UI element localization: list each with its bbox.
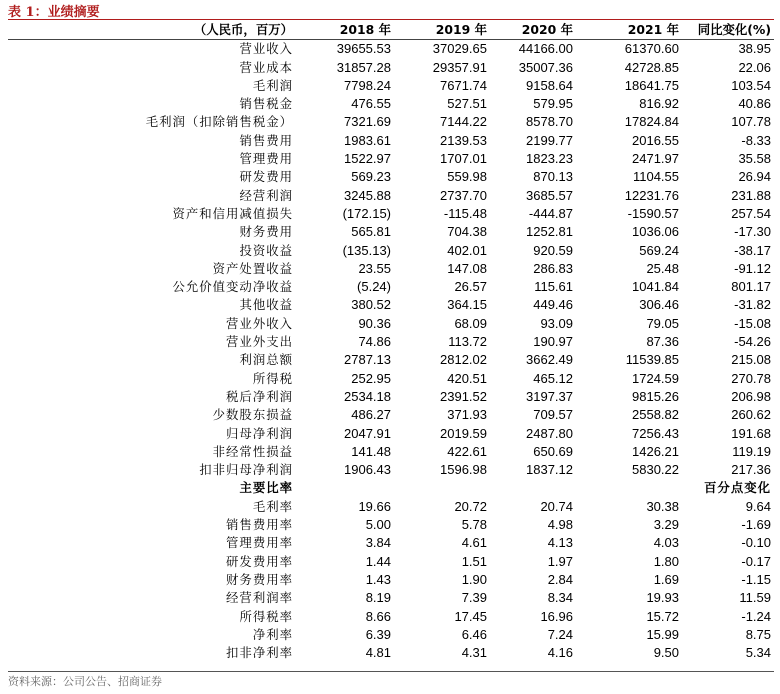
row-label: 毛利润 (252, 77, 293, 93)
row-value: -1.24 (741, 608, 771, 624)
row-value: 93.09 (540, 315, 573, 331)
row-value: 1596.98 (440, 462, 487, 478)
row-value: 2787.13 (344, 352, 391, 368)
row-label: 净利率 (252, 626, 293, 642)
row-label: 利润总额 (239, 352, 293, 368)
section-empty-cell (296, 479, 394, 497)
row-value: 1036.06 (632, 224, 679, 240)
row-value: 476.55 (351, 96, 391, 112)
row-value: 2.84 (547, 571, 573, 587)
row-value: 5.34 (745, 645, 771, 661)
row-value: -31.82 (734, 297, 771, 313)
row-value: -54.26 (734, 334, 771, 350)
row-value: 1.44 (365, 553, 391, 569)
row-value: 1983.61 (344, 132, 391, 148)
table-row (8, 461, 774, 479)
table-row (8, 77, 774, 95)
header-2020: 2020 年 (490, 21, 576, 40)
table-row (8, 370, 774, 388)
row-label: 所得税 (252, 370, 293, 386)
row-value: -115.48 (443, 205, 487, 221)
row-label: 财务费用 (239, 224, 293, 240)
row-value: -38.17 (734, 242, 771, 258)
row-value: 260.62 (731, 407, 771, 423)
row-value: 44166.00 (518, 41, 573, 57)
row-value: 35007.36 (518, 59, 573, 75)
table-row (8, 132, 774, 150)
header-unit: （人民币，百万） (8, 21, 296, 40)
row-value: 364.15 (447, 297, 487, 313)
row-value: 1.51 (461, 553, 487, 569)
row-value: 11.59 (739, 590, 771, 606)
row-value: 565.81 (351, 224, 391, 240)
table-row (8, 406, 774, 424)
table-row (8, 516, 774, 534)
row-value: 74.86 (358, 334, 391, 350)
row-label: 营业成本 (239, 59, 293, 75)
row-label: 资产和信用减值损失 (172, 205, 293, 221)
row-value: 38.95 (738, 41, 771, 57)
row-value: 5830.22 (632, 462, 679, 478)
row-value: 1837.12 (526, 462, 573, 478)
row-value: -8.33 (741, 132, 771, 148)
header-2018: 2018 年 (296, 21, 394, 40)
row-value: 215.08 (731, 352, 771, 368)
row-value: 6.46 (461, 626, 487, 642)
table-row (8, 571, 774, 589)
row-label: 研发费用率 (226, 553, 293, 569)
row-value: 3662.49 (526, 352, 573, 368)
row-value: -0.10 (741, 535, 771, 551)
row-value: 2199.77 (526, 132, 573, 148)
row-value: 9158.64 (526, 77, 573, 93)
row-value: (5.24) (357, 279, 391, 295)
header-2021: 2021 年 (576, 21, 682, 40)
row-value: -0.17 (741, 553, 771, 569)
row-value: 8.34 (547, 590, 573, 606)
row-value: 465.12 (533, 370, 573, 386)
row-label: 营业外收入 (226, 315, 293, 331)
table-row (8, 553, 774, 571)
row-label: 投资收益 (239, 242, 293, 258)
row-value: 15.99 (646, 626, 679, 642)
row-value: 1041.84 (632, 279, 679, 295)
row-value: 7256.43 (632, 425, 679, 441)
row-value: 11539.85 (625, 352, 679, 368)
row-value: 17.45 (454, 608, 487, 624)
row-value: 61370.60 (624, 41, 679, 57)
row-label: 销售税金 (239, 96, 293, 112)
row-value: 286.83 (533, 260, 573, 276)
row-label: 销售费用 (239, 132, 293, 148)
row-value: 371.93 (447, 407, 487, 423)
row-value: 1.69 (653, 571, 679, 587)
row-value: 20.74 (540, 498, 573, 514)
row-label: 管理费用 (239, 151, 293, 167)
row-value: 3.29 (653, 517, 679, 533)
table-row (8, 315, 774, 333)
row-value: 217.36 (731, 462, 771, 478)
row-value: 7321.69 (344, 114, 391, 130)
row-value: 380.52 (351, 297, 391, 313)
row-label: 经营利润 (239, 187, 293, 203)
row-label: 扣非归母净利润 (199, 462, 293, 478)
row-value: 569.24 (639, 242, 679, 258)
row-label: 公允价值变动净收益 (172, 279, 293, 295)
row-value: 119.19 (732, 443, 771, 459)
row-value: 2812.02 (440, 352, 487, 368)
row-value: 2019.59 (440, 425, 487, 441)
row-value: 709.57 (533, 407, 573, 423)
row-value: 39655.53 (336, 41, 391, 57)
row-value: 1906.43 (344, 462, 391, 478)
row-value: 4.16 (547, 645, 573, 661)
table-row (8, 626, 774, 644)
row-value: 527.51 (447, 96, 487, 112)
financial-summary-table (8, 21, 774, 662)
row-label: 销售费用率 (226, 517, 293, 533)
row-label: 毛利率 (252, 498, 293, 514)
row-value: 40.86 (738, 96, 771, 112)
row-label: 经营利润率 (226, 590, 293, 606)
table-title: 表 1：业绩摘要 (8, 5, 100, 20)
row-value: 3.84 (365, 535, 391, 551)
row-value: 16.96 (540, 608, 573, 624)
row-value: 1104.55 (632, 169, 679, 185)
row-value: 23.55 (358, 260, 391, 276)
row-value: 2016.55 (632, 132, 679, 148)
table-row (8, 187, 774, 205)
row-value: 1.97 (547, 553, 573, 569)
row-value: 3245.88 (344, 187, 391, 203)
row-label: 其他收益 (239, 297, 293, 313)
row-value: (172.15) (342, 205, 391, 221)
row-value: 7144.22 (440, 114, 487, 130)
row-value: 7671.74 (440, 77, 487, 93)
row-value: 420.51 (447, 370, 487, 386)
row-label: 研发费用 (239, 169, 293, 185)
table-row (8, 242, 774, 260)
row-value: 5.78 (461, 517, 487, 533)
table-row (8, 425, 774, 443)
row-value: 1724.59 (632, 370, 679, 386)
table-row (8, 351, 774, 369)
row-value: -1.15 (741, 571, 771, 587)
row-value: 1823.23 (526, 151, 573, 167)
row-value: 422.61 (447, 443, 487, 459)
row-value: 486.27 (351, 407, 391, 423)
row-value: 206.98 (731, 388, 771, 404)
section-row (8, 479, 774, 497)
table-row (8, 40, 774, 59)
row-value: 8.66 (365, 608, 391, 624)
table-row (8, 498, 774, 516)
row-value: 9.50 (653, 645, 679, 661)
table-row (8, 388, 774, 406)
row-value: 107.78 (731, 114, 771, 130)
row-value: 103.54 (731, 77, 771, 93)
row-value: 90.36 (358, 315, 391, 331)
row-value: 9815.26 (632, 388, 679, 404)
table-row (8, 589, 774, 607)
row-value: 1426.21 (632, 443, 679, 459)
row-value: 4.81 (365, 645, 391, 661)
row-value: 2391.52 (440, 388, 487, 404)
row-value: 19.93 (646, 590, 679, 606)
row-value: 449.46 (533, 297, 573, 313)
row-value: 7.39 (461, 590, 487, 606)
table-row (8, 95, 774, 113)
table-row (8, 443, 774, 461)
table-row (8, 260, 774, 278)
row-value: 920.59 (533, 242, 573, 258)
row-value: 31857.28 (336, 59, 391, 75)
row-value: 17824.84 (624, 114, 679, 130)
header-row (8, 21, 774, 40)
row-value: 9.64 (745, 498, 771, 514)
row-value: 4.98 (547, 517, 573, 533)
header-yoy-change: 同比变化(%) (682, 21, 774, 40)
row-value: 252.95 (351, 370, 391, 386)
row-value: 559.98 (447, 169, 487, 185)
row-value: 26.94 (738, 169, 771, 185)
row-value: 402.01 (447, 242, 487, 258)
row-label: 资产处置收益 (212, 260, 293, 276)
row-value: 191.68 (731, 425, 771, 441)
table-row (8, 168, 774, 186)
row-value: 18641.75 (624, 77, 679, 93)
row-value: 2139.53 (440, 132, 487, 148)
table-row (8, 333, 774, 351)
table-row (8, 113, 774, 131)
table-row (8, 223, 774, 241)
row-value: 147.08 (447, 260, 487, 276)
table-row (8, 644, 774, 662)
bottom-rule (8, 671, 774, 672)
row-value: 7.24 (547, 626, 573, 642)
row-value: 12231.76 (624, 187, 679, 203)
row-value: 870.13 (533, 169, 573, 185)
row-value: 4.61 (461, 535, 487, 551)
row-value: 7798.24 (344, 77, 391, 93)
row-value: 19.66 (358, 498, 391, 514)
row-value: 270.78 (731, 370, 771, 386)
row-label: 归母净利润 (226, 425, 293, 441)
section-change-label: 百分点变化 (704, 480, 771, 496)
row-value: 3197.37 (526, 388, 573, 404)
row-value: 26.57 (454, 279, 487, 295)
row-label: 税后净利润 (226, 388, 293, 404)
row-label: 营业收入 (239, 41, 293, 57)
table-row (8, 278, 774, 296)
row-value: -444.87 (528, 205, 573, 221)
table-row (8, 150, 774, 168)
row-value: 35.58 (738, 151, 771, 167)
row-value: 29357.91 (432, 59, 487, 75)
row-value: -17.30 (734, 224, 771, 240)
row-value: 2558.82 (632, 407, 679, 423)
row-value: 3685.57 (526, 187, 573, 203)
row-value: 6.39 (365, 626, 391, 642)
row-value: 8.19 (365, 590, 391, 606)
table-row (8, 534, 774, 552)
row-value: 15.72 (646, 608, 679, 624)
row-label: 所得税率 (239, 608, 293, 624)
row-value: 231.88 (731, 187, 771, 203)
row-value: 25.48 (646, 260, 679, 276)
row-label: 毛利润（扣除销售税金） (145, 114, 293, 130)
source-note: 资料来源：公司公告、招商证券 (8, 675, 162, 688)
row-label: 财务费用率 (226, 571, 293, 587)
row-value: 1522.97 (344, 151, 391, 167)
row-value: 2487.80 (526, 425, 573, 441)
row-value: 1.43 (365, 571, 391, 587)
row-label: 少数股东损益 (212, 407, 293, 423)
table-row (8, 296, 774, 314)
row-label: 管理费用率 (226, 535, 293, 551)
row-value: -1.69 (741, 517, 771, 533)
row-value: 113.72 (448, 334, 487, 350)
row-value: 20.72 (454, 498, 487, 514)
row-value: 2471.97 (632, 151, 679, 167)
row-value: 4.03 (653, 535, 679, 551)
row-value: 115.61 (534, 279, 573, 295)
row-value: 37029.65 (432, 41, 487, 57)
row-value: 141.48 (351, 443, 391, 459)
row-value: 1252.81 (526, 224, 573, 240)
section-label: 主要比率 (239, 480, 293, 496)
row-value: 87.36 (646, 334, 679, 350)
section-empty-cell (576, 479, 682, 497)
section-empty-cell (490, 479, 576, 497)
row-value: -91.12 (734, 260, 771, 276)
row-value: -15.08 (734, 315, 771, 331)
row-value: 579.95 (533, 96, 573, 112)
row-value: 257.54 (731, 205, 771, 221)
row-value: 816.92 (639, 96, 679, 112)
row-label: 扣非净利率 (226, 645, 293, 661)
row-value: 1.90 (461, 571, 487, 587)
row-value: 8.75 (745, 626, 771, 642)
row-value: 306.46 (639, 297, 679, 313)
row-value: 1.80 (653, 553, 679, 569)
row-value: 2534.18 (344, 388, 391, 404)
row-value: 650.69 (533, 443, 573, 459)
row-value: 30.38 (646, 498, 679, 514)
row-value: 5.00 (365, 517, 391, 533)
row-value: 801.17 (731, 279, 771, 295)
row-value: 2047.91 (344, 425, 391, 441)
row-value: 2737.70 (440, 187, 487, 203)
row-value: 22.06 (738, 59, 771, 75)
row-value: 190.97 (533, 334, 573, 350)
row-value: 4.31 (461, 645, 487, 661)
row-label: 非经常性损益 (212, 443, 293, 459)
row-value: 8578.70 (526, 114, 573, 130)
row-value: 68.09 (454, 315, 487, 331)
header-2019: 2019 年 (394, 21, 490, 40)
row-value: 704.38 (447, 224, 487, 240)
table-row (8, 205, 774, 223)
row-value: 79.05 (646, 315, 679, 331)
row-value: 42728.85 (624, 59, 679, 75)
row-value: -1590.57 (627, 205, 679, 221)
table-row (8, 59, 774, 77)
row-value: 4.13 (547, 535, 573, 551)
table-row (8, 608, 774, 626)
row-value: (135.13) (342, 242, 391, 258)
title-rule (8, 19, 774, 20)
row-value: 569.23 (351, 169, 391, 185)
row-value: 1707.01 (440, 151, 487, 167)
section-empty-cell (394, 479, 490, 497)
row-label: 营业外支出 (226, 334, 293, 350)
